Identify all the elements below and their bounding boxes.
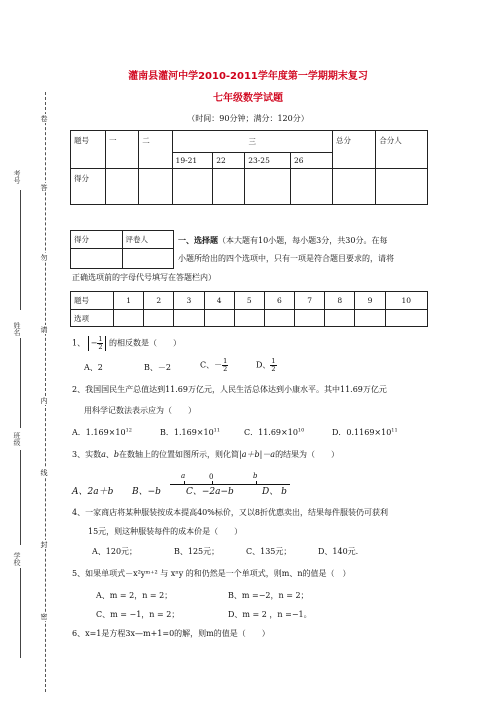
question-2-line2: 用科学记数法表示应为（ ） <box>84 406 196 415</box>
q3-expression: |a＋b|－a <box>239 450 276 459</box>
q5-option-b: B、m =−2，n = 2； <box>228 591 309 600</box>
q4-option-d: D、140元. <box>318 547 359 556</box>
answer-table <box>70 291 428 327</box>
q5-option-c: C、m = −1，n = 2； <box>96 610 180 619</box>
fill-line-name <box>20 338 21 428</box>
answer-table-header-4: 4 <box>204 292 234 310</box>
sidebar-label-school: 学校 <box>13 552 21 566</box>
seal-word-3: 勿 <box>40 254 48 261</box>
answer-table-header-7: 7 <box>295 292 325 310</box>
score-cell <box>245 169 291 205</box>
q4-option-a: A、120元； <box>92 547 138 556</box>
seal-word-2: 答 <box>40 184 48 191</box>
answer-table-header-8: 8 <box>325 292 355 310</box>
q1-option-b: B、－2 <box>144 363 171 372</box>
q3-option-c: C、−2a−b <box>186 487 234 497</box>
score-table-header-1: 一 <box>105 131 138 169</box>
number-line-label-0: 0 <box>209 473 214 481</box>
number-line-tick-a <box>184 481 185 485</box>
answer-table-header-9: 9 <box>355 292 385 310</box>
q3-option-b: B、−b <box>132 487 161 497</box>
binding-dashed-line <box>45 92 46 692</box>
score-table-header-total: 总分 <box>332 131 375 169</box>
q4-option-c: C、135元； <box>246 547 292 556</box>
seal-word-8: 密 <box>40 613 48 620</box>
exam-meta: （时间：90分钟；满分：120分） <box>187 114 309 123</box>
sidebar-label-exam-no: 考号 <box>13 170 21 184</box>
section1-intro-1: （本大题有10小题，每小题3分，共30分。在每 <box>218 236 388 245</box>
answer-table-header-10: 10 <box>385 292 427 310</box>
score-table-header-3: 三 <box>172 131 332 153</box>
score-table-header-2: 二 <box>139 131 172 169</box>
q5-option-a: A、m = 2，n = 2； <box>96 591 173 600</box>
section1-score-cell <box>71 249 123 269</box>
q1-option-c: C、－ $\frac{1}{2}$ <box>200 357 228 373</box>
answer-table-header-3: 3 <box>174 292 204 310</box>
sidebar-label-name: 姓名 <box>13 322 21 336</box>
fill-line-class <box>20 450 21 545</box>
number-line-label-a: a <box>181 472 186 480</box>
q1-option-a: A、2 <box>84 363 103 372</box>
score-table-sub-2: 22 <box>213 153 245 169</box>
question-1: 1、 − $\frac{1}{2}$ 的相反数是（ ） <box>72 335 182 351</box>
section1-reviewer-label: 评卷人 <box>122 231 174 249</box>
answer-table-row-label: 选项 <box>71 310 114 327</box>
score-table-sub-3: 23-25 <box>245 153 291 169</box>
score-cell <box>172 169 213 205</box>
answer-table-header-6: 6 <box>264 292 294 310</box>
number-line-label-b: b <box>253 472 258 480</box>
seal-word-1: 卷 <box>40 115 48 122</box>
q4-option-b: B、125元； <box>174 547 220 556</box>
answer-cell <box>325 310 355 327</box>
exam-title: 灌南县灌河中学2010-2011学年度第一学期期末复习 <box>128 71 368 82</box>
exam-subtitle: 七年级数学试题 <box>213 93 283 104</box>
q2-option-c: C．$11.69\times 10^{10}$ <box>244 427 305 437</box>
answer-cell <box>174 310 204 327</box>
question-5: 5、如果单项式－x²yᵐ⁺² 与 xⁿy 的和仍然是一个单项式，则m、n的值是（ ） <box>72 569 351 578</box>
score-cell <box>332 169 375 205</box>
q2-option-d: D．$0.1169\times 10^{11}$ <box>332 427 398 437</box>
score-cell <box>290 169 332 205</box>
answer-table-header-q: 题号 <box>71 292 114 310</box>
answer-table-header-1: 1 <box>114 292 144 310</box>
answer-cell <box>204 310 234 327</box>
sidebar-label-class: 班级 <box>13 432 21 446</box>
q2-option-a: A．$1.169\times 10^{12}$ <box>72 427 132 437</box>
fill-line-exam-no <box>20 190 21 310</box>
seal-word-5: 内 <box>40 397 48 404</box>
score-table <box>70 130 428 205</box>
section1-intro-line3: 正确选项前的字母代号填写在答题栏内） <box>72 273 216 282</box>
answer-cell <box>144 310 174 327</box>
score-cell <box>376 169 428 205</box>
question-4-line2: 15元，则这种服装每件的成本价是（ ） <box>88 527 243 536</box>
score-table-header-checker: 合分人 <box>376 131 428 169</box>
seal-word-7: 封 <box>40 541 48 548</box>
answer-table-header-5: 5 <box>234 292 264 310</box>
score-table-header-q: 题号 <box>71 131 106 169</box>
answer-cell <box>234 310 264 327</box>
answer-cell <box>385 310 427 327</box>
section1-intro-line1 <box>178 235 387 246</box>
section1-score-box <box>70 230 174 269</box>
answer-cell <box>355 310 385 327</box>
section1-title: 一、选择题 <box>178 235 218 245</box>
score-cell <box>213 169 245 205</box>
question-3: 3、实数a、b在数轴上的位置如图所示，则化简|a＋b|－a的结果为（ ） <box>72 450 340 459</box>
question-2-line1: 2、我国国民生产总值达到11.69万亿元，人民生活总体达到小康水平。其中11.69万亿元 <box>72 385 387 394</box>
answer-cell <box>264 310 294 327</box>
q1-abs-expr: − $\frac{1}{2}$ <box>88 336 107 351</box>
q2-option-b: B．$1.169\times 10^{11}$ <box>160 427 221 437</box>
score-table-sub-1: 19-21 <box>172 153 213 169</box>
answer-cell <box>114 310 144 327</box>
answer-table-header-2: 2 <box>144 292 174 310</box>
seal-word-4: 请 <box>40 326 48 333</box>
q5-option-d: D、m = 2 ，n =−1。 <box>228 610 312 619</box>
answer-cell <box>295 310 325 327</box>
section1-reviewer-cell <box>122 249 174 269</box>
score-table-sub-4: 26 <box>290 153 332 169</box>
section1-score-label: 得分 <box>71 231 123 249</box>
number-line-tick-b <box>256 481 257 485</box>
q1-option-d: D、 $\frac{1}{2}$ <box>256 357 276 373</box>
question-4-line1: 4、一家商店将某种服装按成本提高40%标价，又以8折优惠卖出，结果每件服装仍可获利 <box>72 508 388 517</box>
fill-line-school <box>20 568 21 658</box>
seal-word-6: 线 <box>40 469 48 476</box>
score-table-row-label: 得分 <box>71 169 106 205</box>
q3-option-a: A、2a＋b <box>72 487 114 497</box>
score-cell <box>105 169 138 205</box>
score-cell <box>139 169 172 205</box>
q3-option-d: D、 b <box>262 487 287 497</box>
section1-intro-line2: 小题所给出的四个选项中，只有一项是符合题目要求的，请将 <box>178 254 394 263</box>
question-6: 6、x=1是方程3x—m+1=0的解，则m的值是（ ） <box>72 629 270 638</box>
